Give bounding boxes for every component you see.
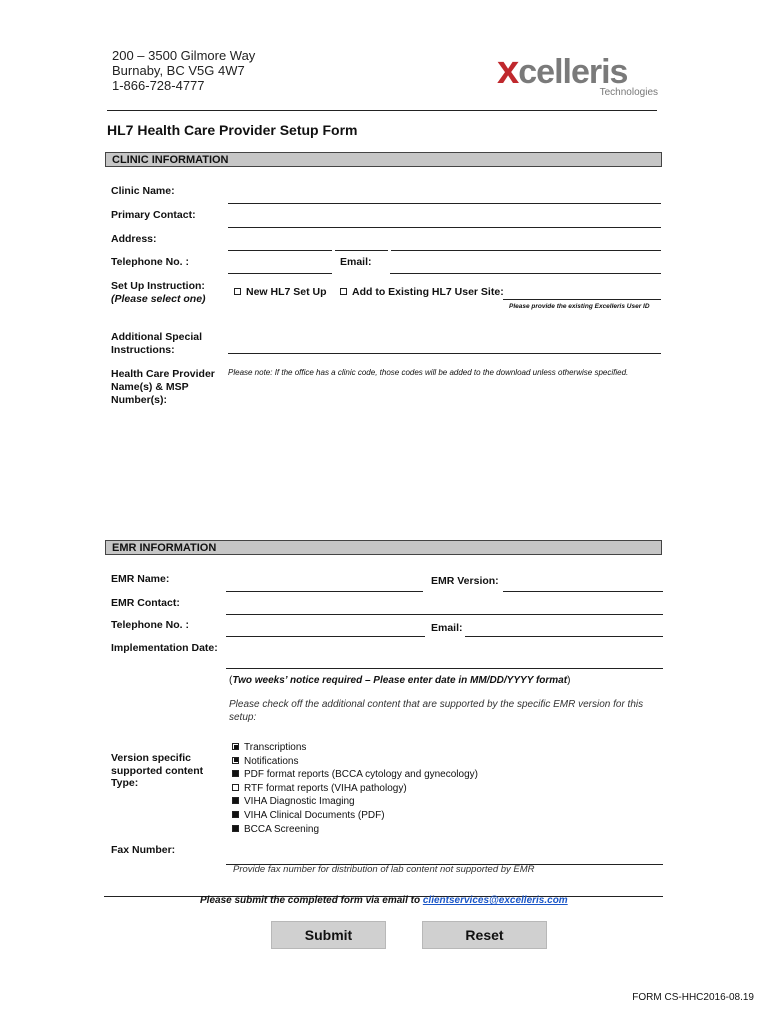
emr-telephone-label: Telephone No. : — [111, 619, 189, 631]
content-item-pdf-reports[interactable] — [232, 768, 478, 782]
content-item-rtf-reports[interactable] — [232, 782, 478, 796]
fax-number-label: Fax Number: — [111, 844, 176, 856]
existing-user-id-field[interactable] — [503, 299, 661, 300]
content-item-transcriptions[interactable] — [232, 741, 478, 755]
content-item-bcca-screening[interactable] — [232, 823, 478, 837]
implementation-date-field[interactable] — [226, 668, 663, 669]
notice-close-paren: ) — [567, 675, 571, 686]
page-title: HL7 Health Care Provider Setup Form — [107, 122, 358, 138]
checkbox-icon[interactable] — [232, 825, 239, 832]
checkbox-icon[interactable] — [232, 784, 239, 791]
clinic-email-label: Email: — [340, 256, 372, 268]
emr-section-header: EMR INFORMATION — [105, 540, 662, 555]
emr-contact-field[interactable] — [226, 614, 663, 615]
content-item-label: PDF format reports (BCCA cytology and gynecology) — [244, 769, 478, 781]
version-content-label-1: Version specific — [111, 752, 191, 764]
existing-hl7-option[interactable] — [340, 286, 504, 299]
client-services-email-link[interactable]: clientservices@excelleris.com — [422, 895, 568, 906]
content-item-label: VIHA Clinical Documents (PDF) — [244, 809, 385, 821]
version-content-label-3: Type: — [111, 777, 139, 789]
fax-number-hint: Provide fax number for distribution of lab content not supported by EMR — [233, 864, 535, 875]
provider-names-field[interactable] — [226, 382, 662, 522]
reset-button[interactable]: Reset — [422, 921, 547, 949]
checkbox-icon[interactable] — [232, 811, 239, 818]
provider-label-3: Number(s): — [111, 394, 168, 406]
new-hl7-label: New HL7 Set Up — [246, 286, 327, 298]
emr-email-label: Email: — [431, 622, 463, 634]
special-instructions-field[interactable] — [228, 353, 661, 354]
existing-hl7-checkbox[interactable] — [340, 288, 347, 295]
notice-body: Two weeks’ notice required – Please enter date in MM/DD/YYYY format — [232, 675, 568, 686]
existing-user-id-hint: Please provide the existing Excelleris User ID — [509, 303, 650, 310]
logo-subtitle: Technologies — [599, 87, 658, 98]
emr-telephone-field[interactable] — [226, 636, 425, 637]
submit-instruction — [200, 895, 568, 906]
clinic-section-header: CLINIC INFORMATION — [105, 152, 662, 167]
notice-text — [229, 675, 570, 686]
emr-contact-label: EMR Contact: — [111, 597, 180, 609]
special-instructions-label-1: Additional Special — [111, 331, 203, 343]
clinic-name-label: Clinic Name: — [111, 185, 175, 197]
existing-hl7-label: Add to Existing HL7 User Site: — [352, 286, 504, 298]
checkbox-icon[interactable] — [232, 797, 239, 804]
new-hl7-checkbox[interactable] — [234, 288, 241, 295]
clinic-telephone-label: Telephone No. : — [111, 256, 189, 268]
address-postal-field[interactable] — [391, 250, 661, 251]
emr-version-field[interactable] — [503, 591, 663, 592]
address-city-field[interactable] — [335, 250, 388, 251]
special-instructions-label-2: Instructions: — [111, 344, 175, 356]
emr-email-field[interactable] — [465, 636, 663, 637]
clinic-telephone-field[interactable] — [228, 273, 332, 274]
clinic-email-field[interactable] — [390, 273, 661, 274]
logo-wordmark: celleris — [518, 53, 628, 91]
setup-instruction-label: Set Up Instruction: — [111, 280, 205, 292]
header-divider — [107, 110, 657, 111]
emr-version-label: EMR Version: — [431, 575, 499, 587]
provider-note: Please note: If the office has a clinic code, those codes will be added to the download unless otherwise specified. — [228, 368, 629, 377]
clinic-name-field[interactable] — [228, 203, 661, 204]
checkbox-icon[interactable] — [232, 770, 239, 777]
submit-note: Please submit the completed form via email to — [200, 895, 421, 906]
emr-name-label: EMR Name: — [111, 573, 170, 585]
address-line-1: 200 – 3500 Gilmore Way — [112, 48, 256, 63]
address-line-2: Burnaby, BC V5G 4W7 — [112, 63, 245, 78]
setup-instruction-sub: (Please select one) — [111, 293, 206, 305]
checkbox-icon[interactable] — [232, 743, 239, 750]
new-hl7-option[interactable] — [234, 286, 327, 299]
content-item-viha-imaging[interactable] — [232, 795, 478, 809]
logo-x-mark: x — [497, 48, 519, 92]
form-id: FORM CS-HHC2016-08.19 — [632, 992, 754, 1003]
address-label: Address: — [111, 233, 157, 245]
content-item-viha-clinical[interactable] — [232, 809, 478, 823]
primary-contact-field[interactable] — [228, 227, 661, 228]
content-item-label: RTF format reports (VIHA pathology) — [244, 782, 407, 794]
primary-contact-label: Primary Contact: — [111, 209, 196, 221]
emr-name-field[interactable] — [226, 591, 423, 592]
address-street-field[interactable] — [228, 250, 332, 251]
provider-label-2: Name(s) & MSP — [111, 381, 189, 393]
provider-label-1: Health Care Provider — [111, 368, 215, 380]
version-content-label-2: supported content — [111, 765, 204, 777]
checkbox-icon[interactable] — [232, 757, 239, 764]
phone-number: 1-866-728-4777 — [112, 78, 205, 93]
content-item-label: Notifications — [244, 755, 299, 767]
content-check-note: Please check off the additional content that are supported by the specific EMR version for this setup: — [229, 699, 644, 723]
excelleris-logo — [497, 50, 662, 102]
content-type-list — [232, 741, 478, 836]
notice-open-paren: ( — [229, 675, 233, 686]
implementation-date-label: Implementation Date: — [111, 642, 218, 654]
content-item-notifications[interactable] — [232, 755, 478, 769]
content-item-label: Transcriptions — [244, 742, 307, 753]
content-item-label: BCCA Screening — [244, 823, 320, 835]
submit-button[interactable]: Submit — [271, 921, 386, 949]
content-item-label: VIHA Diagnostic Imaging — [244, 796, 355, 808]
